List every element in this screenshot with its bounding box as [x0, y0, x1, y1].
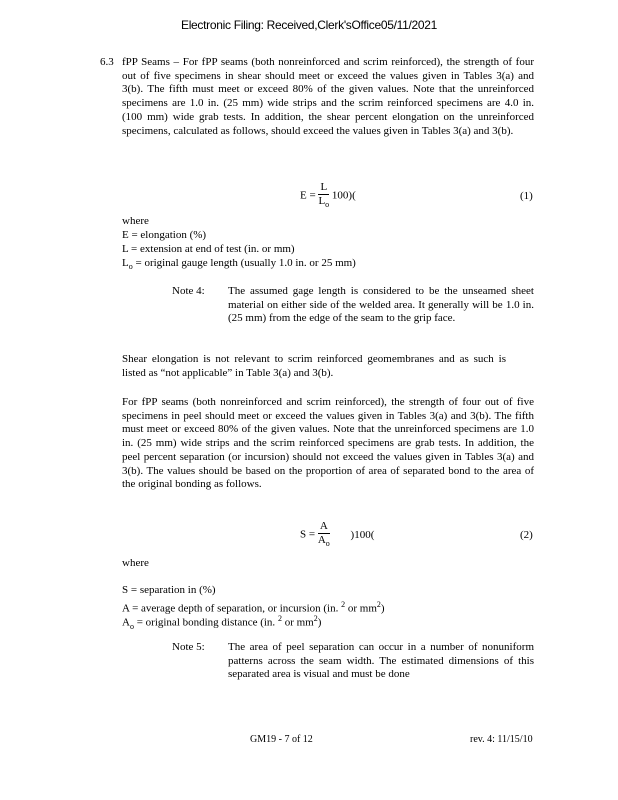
- note-5-text: The area of peel separation can occur in a number of nonuniform patterns across the seam width. The estimated dimensions of this separated area is visual and must be done: [228, 641, 534, 681]
- filing-stamp: Electronic Filing: Received,Clerk'sOffice05/11/2021: [180, 18, 437, 32]
- equation-1-denominator: $L_o$: [318, 195, 330, 210]
- equation-2-fraction: [318, 520, 330, 550]
- note-4-label: Note 4:: [172, 285, 205, 297]
- definition-a: A = average depth of separation, or incursion (in. $^2$ or $mm^2$): [122, 600, 385, 615]
- definition-ao: $A_o$ = original bonding distance (in. $^2$ or $mm^2$): [122, 614, 322, 631]
- note-4-text: The assumed gage length is considered to be the unseamed sheet material on either side of the welded area. It generally will be 1.0 in. (25 mm) from the edge of the seam to the grip face.: [228, 285, 534, 325]
- definition-l: L = extension at end of test (in. or mm): [122, 243, 295, 255]
- footer-revision: rev. 4: 11/15/10: [470, 734, 533, 745]
- paragraph-3: For fPP seams (both nonreinforced and scrim reinforced), the strength of four out of five specimens in peel should meet or exceed the values given in Tables 3(a) and 3(b). The fifth must meet or exceed 80% of the given values. Note that the unreinforced specimens are 1.0 in. (25 mm) wide strips and the scrim reinforced specimens are grab tests. In addition, the peel percent separation (or incursion) should not exceed the values given in Tables 3(a) and 3(b). The values should be based on the proportion of area of separated bond to the area of the original bonding as follows.: [122, 396, 534, 491]
- note-5-label: Note 5:: [172, 641, 205, 653]
- equation-1-numerator: L: [320, 181, 328, 193]
- footer-page-number: GM19 - 7 of 12: [250, 734, 313, 745]
- equation-1-tail: 100)(: [331, 189, 356, 202]
- definition-e: E = elongation (%): [122, 229, 207, 241]
- where-label-1: where: [122, 215, 149, 227]
- equation-1-number: (1): [520, 190, 533, 202]
- equation-1-lhs: E =: [300, 189, 316, 202]
- section-paragraph-1: fPP Seams – For fPP seams (both nonreinforced and scrim reinforced), the strength of four out of five specimens in shear should meet or exceed the values given in Tables 3(a) and 3(b). The fifth must meet or exceed 80% of the given values. Note that the unreinforced specimens are 1.0 in. (25 mm) wide strips and the scrim reinforced specimens are 4.0 in. (100 mm) wide grab tests. In addition, the shear percent elongation on the unreinforced specimens, calculated as follows, should exceed the values given in Tables 3(a) and 3(b).: [122, 56, 534, 137]
- equation-2-tail: )100(: [350, 528, 375, 541]
- equation-2: [300, 520, 374, 550]
- where-label-2: where: [122, 557, 149, 569]
- definition-lo: $L_o$ = original gauge length (usually 1.0 in. or 25 mm): [122, 257, 356, 272]
- equation-2-lhs: S =: [300, 528, 316, 541]
- section-number: 6.3: [100, 56, 114, 68]
- equation-1: [300, 181, 356, 211]
- equation-2-denominator: $A_o$: [317, 534, 330, 549]
- paragraph-2: Shear elongation is not relevant to scrim reinforced geomembranes and as such is listed as “not applicable” in Table 3(a) and 3(b).: [122, 353, 506, 379]
- equation-1-fraction: [318, 181, 329, 211]
- equation-2-numerator: A: [319, 520, 328, 532]
- equation-2-number: (2): [520, 529, 533, 541]
- definition-s: S = separation in (%): [122, 584, 216, 596]
